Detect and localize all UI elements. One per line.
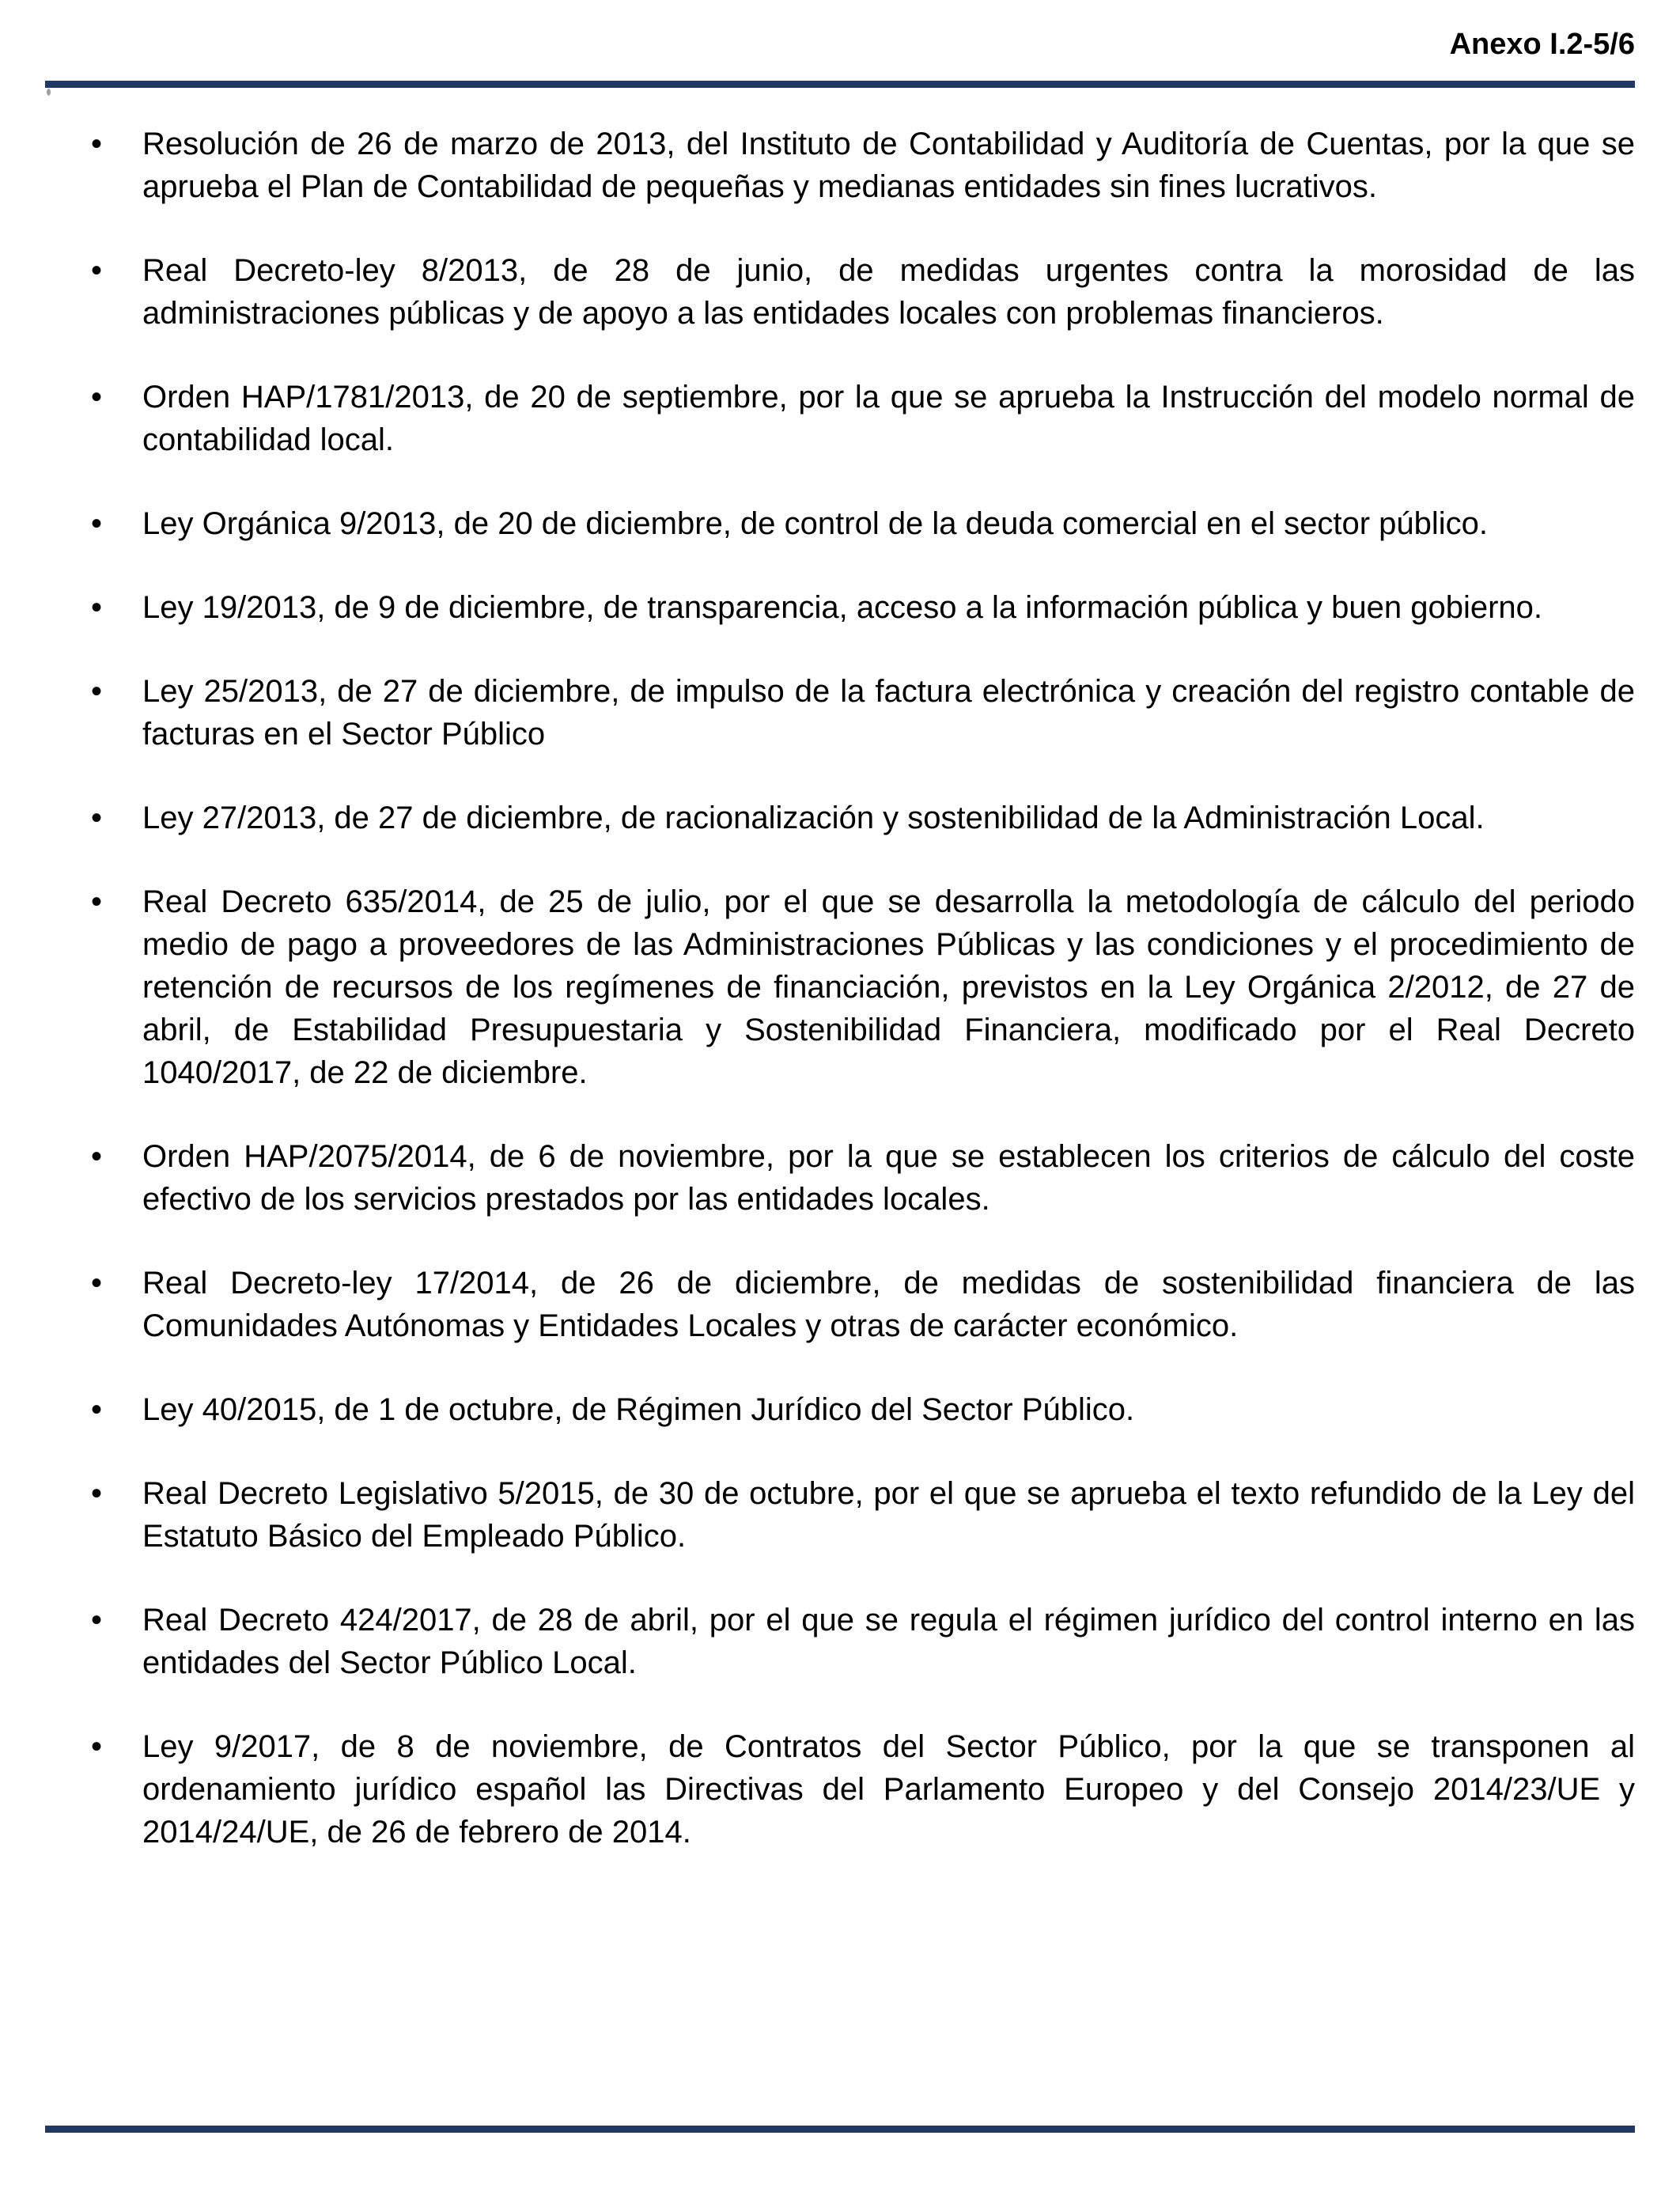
list-item [45,797,1635,839]
list-item-text: Real Decreto-ley 17/2014, de 26 de diciembre, de medidas de sostenibilidad financiera de las Comunidades Autónomas y Entidades Locales y otras de carácter económico. [142,1266,1635,1343]
list-item [45,586,1635,629]
list-item-text: Real Decreto 635/2014, de 25 de julio, por el que se desarrolla la metodología de cálculo del periodo medio de pago a proveedores de las Administraciones Públicas y las condiciones y el procedimiento de retención de recursos de los regímenes de financiación, previstos en la Ley Orgánica 2/2012, de 27 de abril, de Estabilidad Presupuestaria y Sostenibilidad Financiera, modificado por el Real Decreto 1040/2017, de 22 de diciembre. [142,884,1635,1090]
bullet-icon: • [91,1392,103,1427]
page-header [45,27,1635,62]
top-rule [45,81,1635,88]
list-item-text: Real Decreto-ley 8/2013, de 28 de junio, de medidas urgentes contra la morosidad de las administraciones públicas y de apoyo a las entidades locales con problemas financieros. [142,253,1635,331]
bullet-icon: • [91,1603,103,1638]
list-item [45,1599,1635,1684]
bullet-icon: • [91,674,103,709]
list-item-text: Ley 25/2013, de 27 de diciembre, de impulso de la factura electrónica y creación del registro contable de facturas en el Sector Público [142,674,1635,752]
list-item-text: Real Decreto Legislativo 5/2015, de 30 de octubre, por el que se aprueba el texto refundido de la Ley del Estatuto Básico del Empleado Público. [142,1476,1635,1554]
list-item [45,880,1635,1094]
list-item [45,1388,1635,1431]
list-item-text: Ley 19/2013, de 9 de diciembre, de transparencia, acceso a la información pública y buen gobierno. [142,590,1543,625]
bullet-icon: • [91,380,103,415]
list-item-text: Ley 9/2017, de 8 de noviembre, de Contratos del Sector Público, por la que se transponen al ordenamiento jurídico español las Directivas del Parlamento Europeo y del Consejo 2014/23/UE y 2014/24/UE, de 26 de febrero de 2014. [142,1729,1635,1850]
list-item [45,502,1635,545]
list-item [45,1472,1635,1558]
bullet-icon: • [91,1476,103,1511]
scan-artifact-dot [47,89,51,96]
list-item-text: Ley 40/2015, de 1 de octubre, de Régimen Jurídico del Sector Público. [142,1392,1135,1427]
bullet-icon: • [91,1266,103,1301]
list-item [45,123,1635,208]
list-item-text: Real Decreto 424/2017, de 28 de abril, por el que se regula el régimen jurídico del control interno en las entidades del Sector Público Local. [142,1603,1635,1680]
list-item [45,670,1635,755]
list-item [45,1135,1635,1221]
bullet-icon: • [91,1729,103,1764]
bullet-icon: • [91,801,103,835]
bullet-icon: • [91,1139,103,1174]
list-item [45,1262,1635,1347]
list-item-text: Ley 27/2013, de 27 de diciembre, de racionalización y sostenibilidad de la Administración Local. [142,801,1485,835]
annex-label: Anexo I.2-5/6 [1449,28,1635,61]
bullet-icon: • [91,884,103,919]
list-item [45,376,1635,461]
list-item [45,249,1635,335]
list-item-text: Resolución de 26 de marzo de 2013, del Instituto de Contabilidad y Auditoría de Cuentas, por la que se aprueba el Plan de Contabilidad de pequeñas y medianas entidades sin fines lucrativos. [142,127,1635,204]
list-item [45,1725,1635,1853]
bullet-icon: • [91,506,103,541]
list-item-text: Orden HAP/2075/2014, de 6 de noviembre, por la que se establecen los criterios de cálculo del coste efectivo de los servicios prestados por las entidades locales. [142,1139,1635,1217]
list-item-text: Orden HAP/1781/2013, de 20 de septiembre, por la que se aprueba la Instrucción del modelo normal de contabilidad local. [142,380,1635,457]
regulation-list [45,123,1635,1853]
bullet-icon: • [91,590,103,625]
bullet-icon: • [91,127,103,161]
list-item-text: Ley Orgánica 9/2013, de 20 de diciembre, de control de la deuda comercial en el sector público. [142,506,1489,541]
bottom-rule [45,2126,1635,2133]
bullet-icon: • [91,253,103,288]
